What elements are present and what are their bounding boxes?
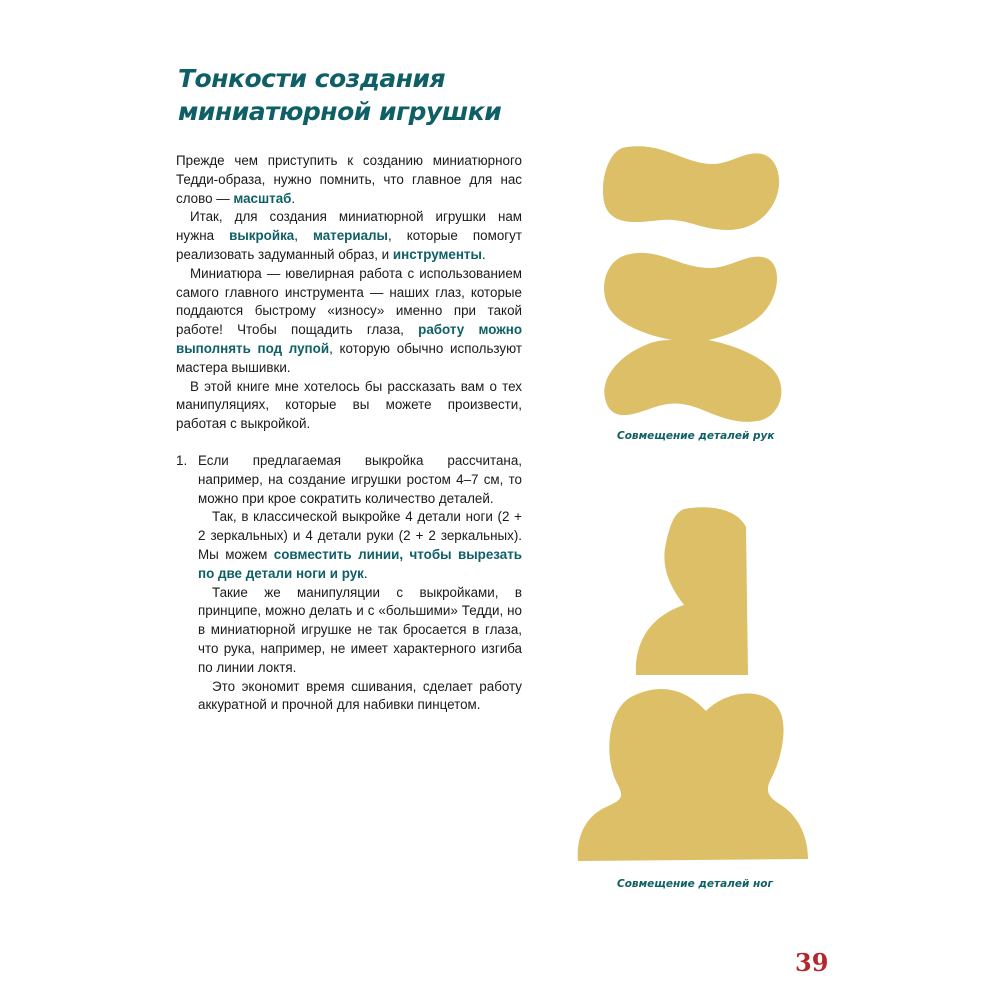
text: , bbox=[294, 228, 313, 244]
highlight-term: инструменты bbox=[392, 246, 482, 262]
list-paragraph: Такие же манипуляции с выкройками, в принципе, можно делать и с «большими» Тедди, но в миниатюрной игрушке не так бросается в глаза, что рука, например, не имеет характерного изгиба по линии локтя. bbox=[198, 584, 522, 675]
paragraph-intro bbox=[176, 152, 522, 208]
list-item bbox=[176, 452, 522, 715]
text: , которую обычно используют мастера вышивки. bbox=[176, 340, 522, 375]
highlight-term: выкройка bbox=[229, 228, 295, 244]
text: Миниатюра — ювелирная работа с использованием самого главного инструмента — наших глаз, которые поддаются быстрому «износу» именно при такой работе! Чтобы пощадить глаза, bbox=[176, 265, 522, 338]
highlight-term: материалы bbox=[313, 228, 388, 244]
list-paragraph bbox=[198, 508, 522, 583]
highlight-term: масштаб bbox=[233, 190, 292, 206]
list-paragraph: Это экономит время сшивания, сделает работу аккуратной и прочной для набивки пинцетом. bbox=[198, 678, 522, 713]
list-paragraph: Если предлагаемая выкройка рассчитана, например, на создание игрушки ростом 4–7 см, то можно при крое сократить количество деталей. bbox=[198, 452, 522, 506]
leg-piece-top bbox=[636, 507, 748, 675]
text: Прежде чем приступить к созданию миниатюрного Тедди-образа, нужно помнить, что главное для нас слово — bbox=[176, 153, 522, 206]
text: Так, в классической выкройке 4 детали ноги (2 + 2 зеркальных) и 4 детали руки (2 + 2 зеркальных). Мы можем bbox=[198, 509, 522, 562]
title-line-1: Тонкости создания bbox=[178, 64, 446, 93]
list-number: 1. bbox=[176, 452, 188, 468]
page-title bbox=[178, 62, 508, 128]
arm-pattern-shapes bbox=[603, 146, 781, 422]
legs-caption: Совмещение деталей ног bbox=[617, 878, 773, 890]
paragraph-book-intro: В этой книге мне хотелось бы рассказать вам о тех манипуляциях, которые вы можете произвести, работая с выкройкой. bbox=[176, 378, 522, 432]
leg-pattern-shapes bbox=[578, 507, 808, 861]
arm-piece-combined bbox=[604, 253, 781, 422]
text: . bbox=[291, 190, 296, 206]
arms-caption: Совмещение деталей рук bbox=[617, 430, 775, 442]
title-line-2: миниатюрной игрушки bbox=[178, 97, 502, 126]
article-body bbox=[176, 152, 522, 715]
text: Итак, для создания миниатюрной игрушки нам нужна bbox=[176, 209, 522, 244]
legs-pattern-illustration bbox=[576, 505, 811, 865]
text: . bbox=[481, 246, 486, 262]
highlight-term: совместить линии, чтобы вырезать по две детали ноги и рук bbox=[198, 546, 523, 581]
text: , которые помогут реализовать задуманный образ, и bbox=[176, 228, 522, 262]
page-number: 39 bbox=[795, 948, 829, 977]
arms-pattern-illustration bbox=[600, 140, 785, 425]
text: . bbox=[363, 565, 368, 581]
highlight-term: работу можно выполнять под лупой bbox=[176, 322, 522, 356]
leg-piece-combined bbox=[578, 689, 808, 861]
arm-piece-top bbox=[603, 146, 779, 230]
paragraph-requirements bbox=[176, 208, 522, 264]
paragraph-miniature bbox=[176, 265, 522, 378]
